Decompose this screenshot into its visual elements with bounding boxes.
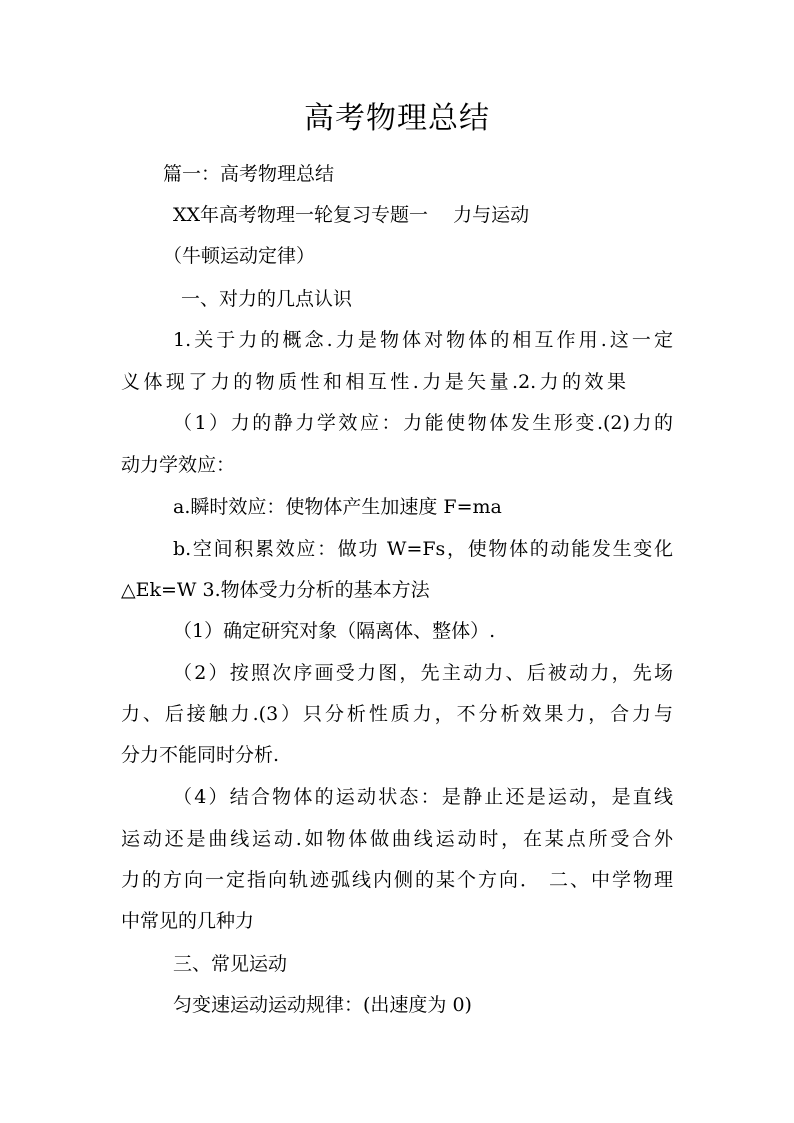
paragraph-line: 力的方向一定指向轨迹弧线内侧的某个方向． 二、中学物理	[121, 869, 673, 891]
paragraph-line: 匀变速运动运动规律：(出速度为 0)	[173, 994, 472, 1016]
paragraph-line: 动力学效应：	[121, 454, 236, 476]
paragraph-line: （4）结合物体的运动状态：是静止还是运动，是直线	[173, 786, 673, 808]
paragraph-line: （1）确定研究对象（隔离体、整体）.	[173, 620, 496, 642]
paragraph-line: 义体现了力的物质性和相互性.力是矢量.2.力的效果	[121, 371, 626, 393]
paragraph-line: （2）按照次序画受力图，先主动力、后被动力，先场	[173, 662, 673, 684]
topic-heading: XX年高考物理一轮复习专题一 力与运动	[173, 204, 530, 226]
paragraph-line: （1）力的静力学效应：力能使物体发生形变.(2)力的	[173, 412, 673, 434]
paragraph-line: 分力不能同时分析.	[121, 744, 280, 766]
paragraph-line: 运动还是曲线运动.如物体做曲线运动时，在某点所受合外	[121, 828, 673, 850]
paragraph-line: 力、后接触力.(3）只分析性质力，不分析效果力，合力与	[121, 703, 673, 725]
part-one-heading: 一、对力的几点认识	[181, 288, 353, 310]
paragraph-line: 中常见的几种力	[121, 910, 255, 932]
paragraph-line: △Ek=W 3.物体受力分析的基本方法	[121, 579, 430, 601]
subtopic-heading: （牛顿运动定律）	[163, 245, 316, 267]
paragraph-line: b.空间积累效应：做功 W=Fs，使物体的动能发生变化	[173, 538, 673, 560]
section-heading: 篇一：高考物理总结	[163, 163, 335, 185]
document-title: 高考物理总结	[304, 101, 490, 136]
paragraph-line: a.瞬时效应：使物体产生加速度 F=ma	[173, 496, 502, 518]
part-three-heading: 三、常见运动	[173, 953, 288, 975]
paragraph-line: 1.关于力的概念.力是物体对物体的相互作用.这一定	[173, 329, 673, 351]
